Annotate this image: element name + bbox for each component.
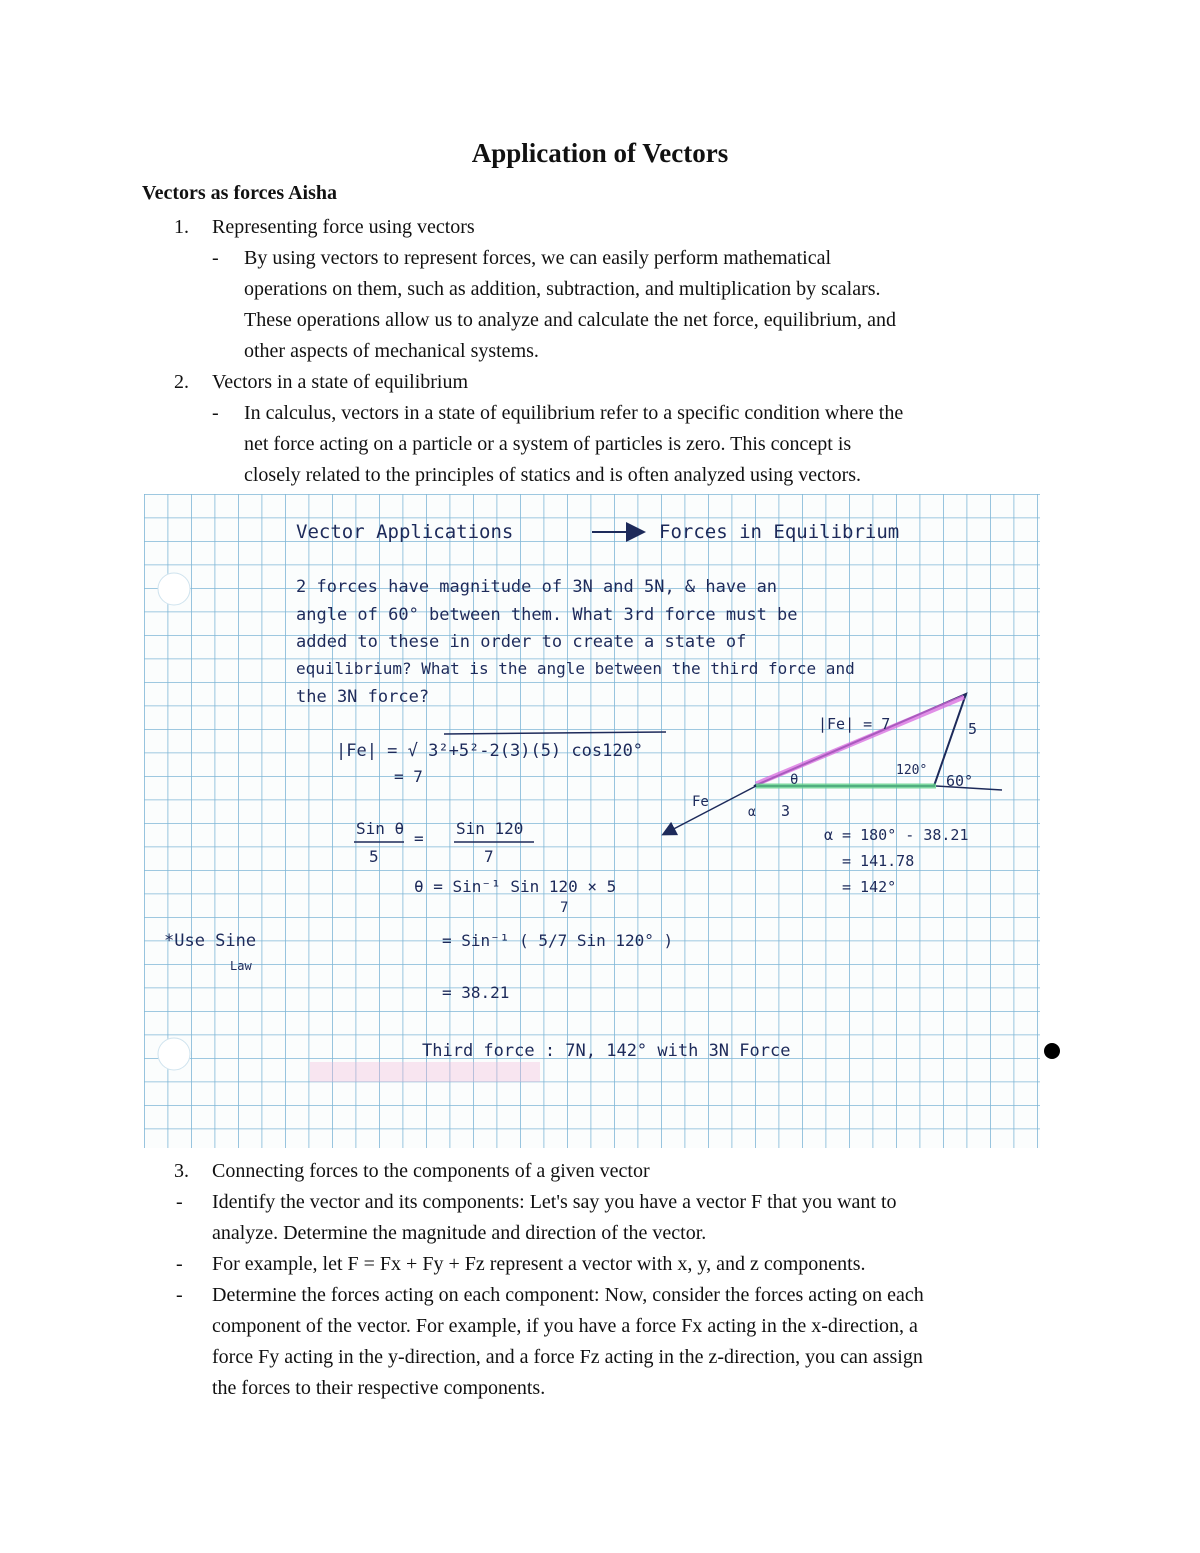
- problem-line: angle of 60° between them. What 3rd force must be: [296, 605, 798, 625]
- problem-line: 2 forces have magnitude of 3N and 5N, & have an: [296, 577, 778, 597]
- faded-highlight: [310, 1062, 540, 1082]
- handwritten-notes-image: [144, 494, 1040, 1148]
- document-title: Application of Vectors: [471, 138, 729, 168]
- theta-line-3: = 38.21: [442, 983, 510, 1002]
- bullet-line: For example, let F = Fx + Fy + Fz represent a vector with x, y, and z components.: [212, 1253, 866, 1275]
- list-item-heading: Representing force using vectors: [212, 216, 475, 238]
- bullet-line: force Fy acting in the y-direction, and a force Fz acting in the z-direction, you can assign: [212, 1346, 923, 1368]
- notes-svg: [144, 494, 1040, 1148]
- bullet-item: [174, 1187, 1074, 1249]
- theta-label: θ: [790, 772, 799, 788]
- section-heading: Vectors as forces Aisha: [142, 182, 337, 204]
- numbered-list-continued: [174, 1156, 1074, 1404]
- alpha-line: = 142°: [842, 878, 897, 896]
- theta-line-2: = Sin⁻¹ ( 5/7 Sin 120° ): [442, 931, 674, 950]
- sine-ratio-left-num: Sin θ: [356, 819, 405, 838]
- bullet-line: Determine the forces acting on each component: Now, consider the forces acting on each: [212, 1284, 924, 1306]
- problem-line: the 3N force?: [296, 687, 430, 707]
- binder-hole: [158, 573, 190, 605]
- side-5-label: 5: [968, 720, 978, 738]
- problem-line: added to these in order to create a state of: [296, 632, 747, 652]
- paragraph-line: operations on them, such as addition, subtraction, and multiplication by scalars.: [244, 278, 881, 300]
- sine-law-note-2: Law: [230, 959, 252, 973]
- paragraph-line: closely related to the principles of statics and is often analyzed using vectors.: [244, 464, 862, 486]
- numbered-list: [174, 212, 1074, 491]
- list-number: 1.: [174, 216, 189, 238]
- sine-ratio-left-den: 5: [369, 847, 379, 866]
- theta-line-1-den: 7: [560, 900, 569, 916]
- paragraph-line: In calculus, vectors in a state of equilibrium refer to a specific condition where the: [244, 402, 904, 424]
- bullet-dot: [1044, 1043, 1060, 1059]
- bullet-line: Identify the vector and its components: Let's say you have a vector F that you want to: [212, 1191, 897, 1213]
- problem-line: equilibrium? What is the angle between the third force and: [296, 659, 855, 678]
- list-item-detail: [136, 243, 1074, 367]
- list-item-detail: [136, 398, 1074, 491]
- theta-line-1: θ = Sin⁻¹ Sin 120 × 5: [414, 877, 617, 896]
- dash-marker: -: [212, 402, 219, 424]
- bullet-item: [174, 1249, 1074, 1280]
- sine-ratio-right-den: 7: [484, 847, 494, 866]
- notes-heading-left: Vector Applications: [296, 521, 514, 543]
- magnitude-equation: |Fe| = √ 3²+5²-2(3)(5) cos120°: [336, 741, 644, 761]
- sine-law-note: *Use Sine: [164, 931, 257, 951]
- list-number: 2.: [174, 371, 189, 393]
- list-item: [174, 212, 1074, 243]
- bullet-line: the forces to their respective components.: [212, 1377, 546, 1399]
- bullet-line: analyze. Determine the magnitude and direction of the vector.: [212, 1222, 707, 1244]
- alpha-line: = 141.78: [842, 852, 915, 870]
- equals-sign: =: [414, 829, 424, 848]
- list-item: [174, 1156, 1074, 1187]
- conclusion-line: Third force : 7N, 142° with 3N Force: [422, 1041, 791, 1061]
- dash-marker: -: [176, 1284, 183, 1306]
- list-number: 3.: [174, 1160, 189, 1182]
- bullet-line: component of the vector. For example, if you have a force Fx acting in the x-direction, a: [212, 1315, 918, 1337]
- dash-marker: -: [176, 1191, 183, 1213]
- magnitude-result: = 7: [394, 767, 423, 786]
- fe-magnitude-label: |Fe| = 7: [818, 715, 891, 733]
- paragraph-line: These operations allow us to analyze and calculate the net force, equilibrium, and: [244, 309, 896, 331]
- angle-120-label: 120°: [896, 763, 928, 778]
- paragraph-line: net force acting on a particle or a system of particles is zero. This concept is: [244, 433, 852, 455]
- alpha-line: α = 180° - 38.21: [824, 826, 969, 844]
- dash-marker: -: [176, 1253, 183, 1275]
- list-item-heading: Vectors in a state of equilibrium: [212, 371, 469, 393]
- paragraph-line: other aspects of mechanical systems.: [244, 340, 539, 362]
- dash-marker: -: [212, 247, 219, 269]
- notes-heading-right: Forces in Equilibrium: [659, 521, 900, 543]
- bullet-item: [174, 1280, 1074, 1404]
- list-item: [174, 367, 1074, 398]
- binder-hole: [158, 1038, 190, 1070]
- paragraph-line: By using vectors to represent forces, we can easily perform mathematical: [244, 247, 832, 269]
- sine-ratio-right-num: Sin 120: [456, 819, 524, 838]
- list-item-heading: Connecting forces to the components of a given vector: [212, 1160, 650, 1182]
- side-3-label: 3: [781, 802, 791, 820]
- fe-label: Fe: [692, 794, 709, 810]
- angle-60-label: 60°: [946, 772, 974, 790]
- alpha-label: α: [748, 805, 756, 820]
